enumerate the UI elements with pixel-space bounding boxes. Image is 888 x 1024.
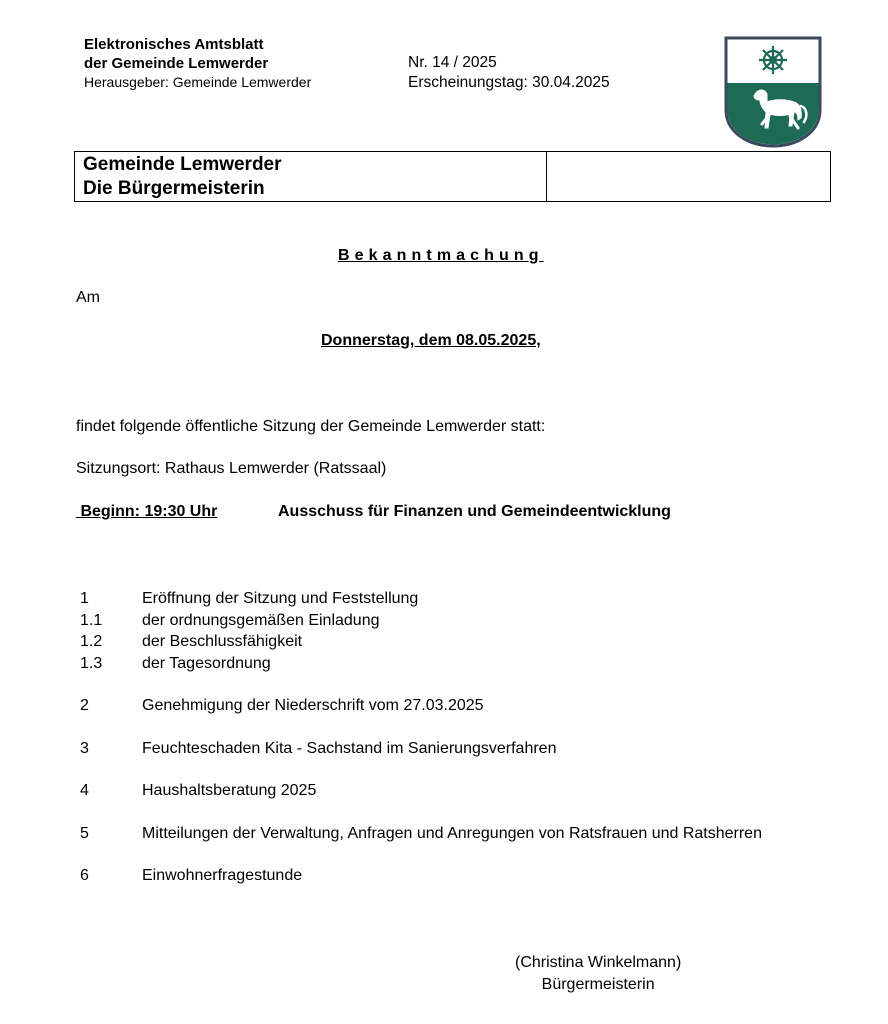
agenda-number: 1.3	[80, 654, 103, 672]
agenda-number: 4	[80, 782, 89, 799]
notice-sentence: findet folgende öffentliche Sitzung der Gemeinde Lemwerder statt:	[76, 418, 546, 435]
agenda-item	[80, 695, 800, 717]
meeting-location: Sitzungsort: Rathaus Lemwerder (Ratssaal)	[76, 460, 387, 477]
agenda-text: Genehmigung der Niederschrift vom 27.03.2025	[142, 697, 484, 714]
agenda-text: Feuchteschaden Kita - Sachstand im Sanierungsverfahren	[142, 739, 557, 757]
publication-subtitle: der Gemeinde Lemwerder	[84, 55, 269, 72]
agenda-item	[80, 610, 800, 632]
meeting-start: Beginn: 19:30 Uhr	[76, 503, 218, 520]
authority-cell	[75, 152, 547, 201]
agenda-text: Haushaltsberatung 2025	[142, 782, 317, 799]
agenda-item	[80, 653, 800, 675]
release-date: Erscheinungstag: 30.04.2025	[408, 74, 610, 91]
agenda-list	[80, 588, 800, 887]
issue-number: Nr. 14 / 2025	[408, 54, 497, 71]
agenda-item	[80, 631, 800, 653]
agenda-item	[80, 780, 800, 802]
signatory-name: (Christina Winkelmann)	[515, 954, 682, 971]
agenda-text: der Tagesordnung	[142, 654, 271, 672]
committee-name: Ausschuss für Finanzen und Gemeindeentwicklung	[278, 503, 671, 520]
agenda-number: 3	[80, 739, 89, 757]
authority-box	[74, 151, 831, 202]
agenda-number: 5	[80, 824, 89, 842]
authority-role: Die Bürgermeisterin	[83, 178, 265, 199]
agenda-text: Eröffnung der Sitzung und Feststellung	[142, 590, 419, 607]
signature-block	[515, 952, 681, 996]
agenda-number: 1.2	[80, 633, 103, 650]
ship-wheel-icon	[759, 46, 787, 74]
notice-intro: Am	[76, 289, 100, 306]
municipal-crest-icon	[724, 36, 822, 148]
issue-info	[408, 53, 610, 93]
publication-title: Elektronisches Amtsblatt	[84, 36, 264, 53]
agenda-number: 2	[80, 697, 89, 714]
agenda-number: 1.1	[80, 611, 103, 629]
empty-cell	[547, 152, 830, 201]
publication-header	[84, 35, 311, 92]
notice-title: Bekanntmachung	[338, 247, 544, 264]
signatory-role: Bürgermeisterin	[541, 976, 655, 993]
agenda-item	[80, 865, 800, 887]
publisher: Herausgeber: Gemeinde Lemwerder	[84, 74, 312, 90]
agenda-item	[80, 738, 800, 760]
agenda-number: 6	[80, 867, 89, 884]
agenda-text: Mitteilungen der Verwaltung, Anfragen und Anregungen von Ratsfrauen und Ratsherren	[142, 824, 762, 842]
agenda-item	[80, 823, 800, 845]
agenda-text: Einwohnerfragestunde	[142, 867, 303, 884]
agenda-number: 1	[80, 590, 89, 607]
meeting-date: Donnerstag, dem 08.05.2025,	[321, 332, 541, 349]
agenda-text: der ordnungsgemäßen Einladung	[142, 611, 380, 629]
agenda-text: der Beschlussfähigkeit	[142, 633, 303, 650]
authority-name: Gemeinde Lemwerder	[83, 154, 282, 175]
agenda-item	[80, 588, 800, 610]
